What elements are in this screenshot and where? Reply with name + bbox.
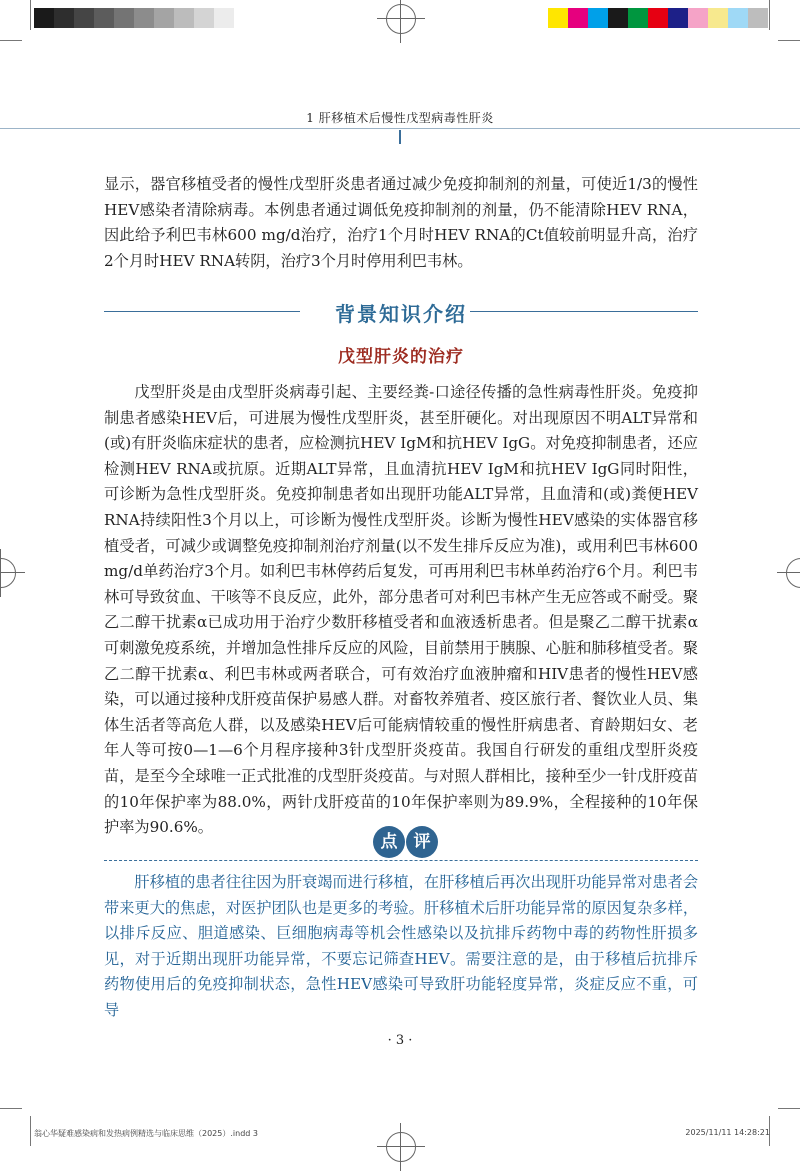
intro-paragraph: 显示，器官移植受者的慢性戊型肝炎患者通过减少免疫抑制剂的剂量，可使近1/3的慢性HEV感染者清除病毒。本例患者通过调低免疫抑制剂的剂量，仍不能清除HEV RNA，因此给予利巴韦林600 mg/d治疗，治疗1个月时HEV RNA的Ct值较前明显升高，治疗2个月时HEV RNA转阴，治疗3个月时停用利巴韦林。: [104, 175, 698, 270]
header-rule: [0, 128, 800, 129]
comment-dotted-rule: [104, 860, 698, 861]
section-heading-rule-right: [470, 311, 698, 312]
color-swatch: [588, 8, 608, 28]
running-head: 1 肝移植术后慢性戊型病毒性肝炎: [306, 111, 494, 125]
process-color-bar: [548, 8, 768, 28]
comment-body: 肝移植的患者往往因为肝衰竭而进行移植，在肝移植后再次出现肝功能异常对患者会带来更大的焦虑，对医护团队也是更多的考验。肝移植术后肝功能异常的原因复杂多样，以排斥反应、胆道感染、巨细胞病毒等机会性感染以及抗排斥药物中毒的药物性肝损多见，对于近期出现肝功能异常，不要忘记筛查HEV。需要注意的是，由于移植后抗排斥药物使用后的免疫抑制状态，急性HEV感染可导致肝功能轻度异常，炎症反应不重，可导: [104, 873, 698, 1019]
gray-swatch: [114, 8, 134, 28]
section-body: 戊型肝炎是由戊型肝炎病毒引起、主要经粪-口途径传播的急性病毒性肝炎。免疫抑制患者感染HEV后，可进展为慢性戊型肝炎，甚至肝硬化。对出现原因不明ALT异常和(或)有肝炎临床症状的患者，应检测抗HEV IgM和抗HEV IgG。对免疫抑制患者，还应检测HEV RNA或抗原。近期ALT异常，且血清抗HEV IgM和抗HEV IgG同时阳性，可诊断为急性戊型肝炎。免疫抑制患者如出现肝功能ALT异常，且血清和(或)粪便HEV RNA持续阳性3个月以上，可诊断为慢性戊型肝炎。诊断为慢性HEV感染的实体器官移植受者，可减少或调整免疫抑制剂治疗剂量(以不发生排斥反应为准)，或用利巴韦林600 mg/d单药治疗3个月。如利巴韦林停药后复发，可再用利巴韦林单药治疗6个月。利巴韦林可导致贫血、干咳等不良反应，此外，部分患者可对利巴韦林产生无应答或不耐受。聚乙二醇干扰素α已成功用于治疗少数肝移植受者和血液透析患者。但是聚乙二醇干扰素α可刺激免疫系统，并增加急性排斥反应的风险，目前禁用于胰腺、心脏和肺移植受者。聚乙二醇干扰素α、利巴韦林或两者联合，可有效治疗血液肿瘤和HIV患者的慢性HEV感染，可以通过接种戊肝疫苗保护易感人群。对畜牧养殖者、疫区旅行者、餐饮业人员、集体生活者等高危人群，以及感染HEV后可能病情较重的慢性肝病患者、育龄期妇女、老年人等可按0—1—6个月程序接种3针戊型肝炎疫苗。我国自行研发的重组戊型肝炎疫苗，是至今全球唯一正式批准的戊型肝炎疫苗。与对照人群相比，接种至少一针戊肝疫苗的10年保护率为88.0%，两针戊肝疫苗的10年保护率则为89.9%，全程接种的10年保护率为90.6%。: [104, 383, 698, 837]
comment-badge-1: 点: [373, 826, 405, 858]
header-rule-tick: [399, 130, 401, 144]
gray-swatch: [74, 8, 94, 28]
trim-mark: [778, 1108, 800, 1109]
footer-timestamp: 2025/11/11 14:28:21: [685, 1128, 770, 1137]
registration-mark-bottom: [386, 1132, 416, 1162]
color-swatch: [648, 8, 668, 28]
comment-heading: [104, 826, 698, 866]
gray-swatch: [174, 8, 194, 28]
color-swatch: [548, 8, 568, 28]
footer-file-name: 翁心华疑难感染病和发热病例精选与临床思维（2025）.indd 3: [34, 1129, 258, 1138]
gray-swatch: [54, 8, 74, 28]
gray-swatch: [154, 8, 174, 28]
section-subtitle: 戊型肝炎的治疗: [338, 347, 464, 367]
gray-swatch: [94, 8, 114, 28]
trim-mark: [30, 1116, 31, 1146]
gray-color-bar: [34, 8, 234, 28]
trim-mark: [0, 40, 22, 41]
registration-mark-top: [386, 4, 416, 34]
color-swatch: [708, 8, 728, 28]
gray-swatch: [214, 8, 234, 28]
color-swatch: [728, 8, 748, 28]
registration-mark-right: [786, 558, 800, 588]
section-title: 背景知识介绍: [335, 302, 467, 326]
trim-mark: [769, 0, 770, 30]
gray-swatch: [134, 8, 154, 28]
color-swatch: [668, 8, 688, 28]
color-swatch: [568, 8, 588, 28]
gray-swatch: [194, 8, 214, 28]
section-heading: [104, 298, 698, 326]
page-number: · 3 ·: [387, 1033, 413, 1048]
color-swatch: [748, 8, 768, 28]
registration-mark-left: [0, 558, 16, 588]
trim-mark: [0, 1108, 22, 1109]
gray-swatch: [34, 8, 54, 28]
trim-mark: [778, 40, 800, 41]
color-swatch: [608, 8, 628, 28]
color-swatch: [688, 8, 708, 28]
comment-badge-2: 评: [406, 826, 438, 858]
color-swatch: [628, 8, 648, 28]
trim-mark: [30, 0, 31, 30]
